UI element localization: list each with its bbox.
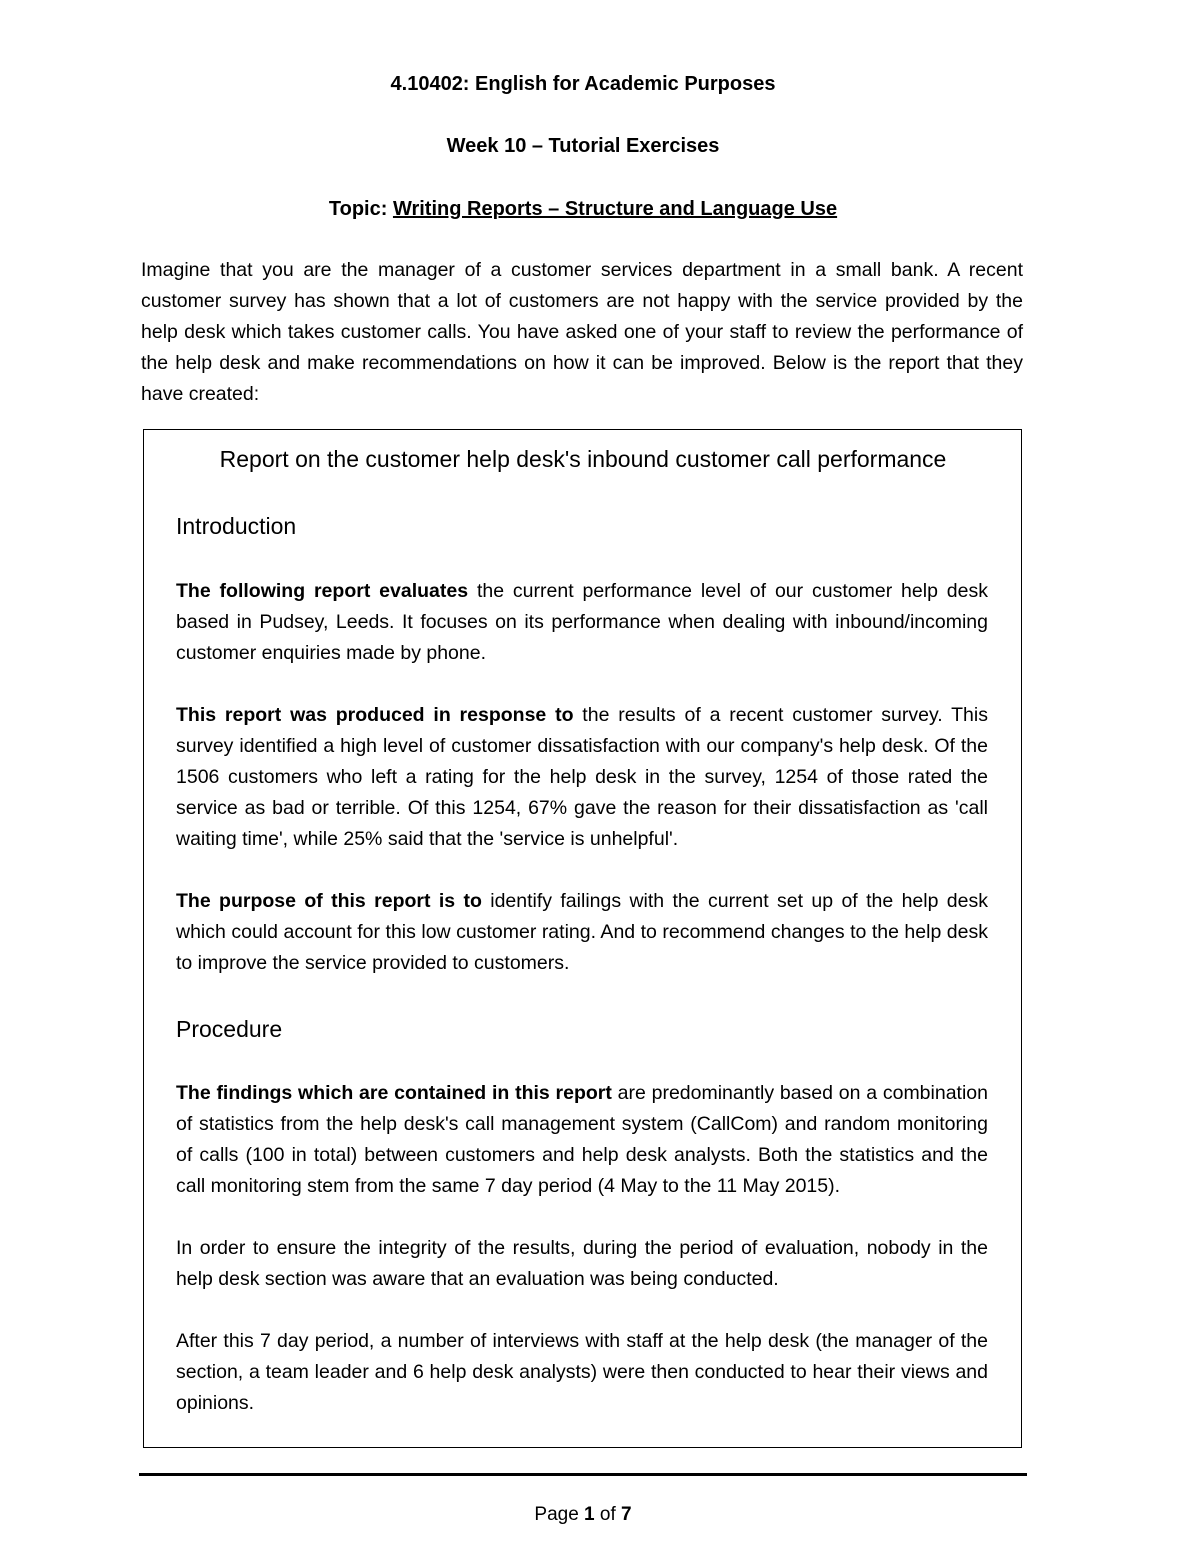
para3-text: identify failings with the current set up of the help desk which could account for this low customer rating. And to recommend changes to the help desk to improve the service provided to customers. [176,890,988,974]
course-title: 4.10402: English for Academic Purposes [390,73,776,95]
report-paragraph-1 [176,576,988,669]
para4-bold: The findings which are contained in this report [176,1082,612,1104]
page-label: Page [534,1504,585,1525]
report-paragraph-6: After this 7 day period, a number of interviews with staff at the help desk (the manager of the section, a team leader and 6 help desk analysts) were then conducted to hear their views and opinions. [176,1330,988,1414]
procedure-heading: Procedure [176,1016,283,1042]
para3-bold: The purpose of this report is to [176,890,482,912]
topic-line [0,196,1166,222]
intro-paragraph: Imagine that you are the manager of a customer services department in a small bank. A recent customer survey has shown that a lot of customers are not happy with the service provided by the help desk which takes customer calls. You have asked one of your staff to review the performance of the help desk and make recommendations on how it can be improved. Below is the report that they have created: [141,259,1023,405]
of-label: of [594,1504,622,1525]
para2-text: the results of a recent customer survey. This survey identified a high level of customer dissatisfaction with our company's help desk. Of the 1506 customers who left a rating for the help desk in the survey, 1254 of those rated the service as bad or terrible. Of this 1254, 67% gave the reason for their dissatisfaction as 'call waiting time', while 25% said that the 'service is unhelpful'. [176,704,988,850]
total-pages: 7 [621,1504,632,1525]
introduction-heading: Introduction [176,513,297,539]
report-paragraph-2 [176,700,988,855]
week-title: Week 10 – Tutorial Exercises [446,135,720,157]
para4-text: are predominantly based on a combination of statistics from the help desk's call management system (CallCom) and random monitoring of calls (100 in total) between customers and help desk analysts. Both the statistics and the call monitoring stem from the same 7 day period (4 May to the 11 May 2015). [176,1082,988,1197]
current-page: 1 [584,1504,595,1525]
para1-bold: The following report evaluates [176,580,469,602]
footer-divider [139,1473,1027,1476]
report-paragraph-3 [176,886,988,979]
topic-text: Writing Reports – Structure and Language Use [392,198,838,220]
para1-text: the current performance level of our customer help desk based in Pudsey, Leeds. It focuses on its performance when dealing with inbound/incoming customer enquiries made by phone. [176,580,988,664]
report-title: Report on the customer help desk's inbound customer call performance [219,446,947,472]
page-footer [0,1503,1166,1527]
para2-bold: This report was produced in response to [176,704,574,726]
report-paragraph-5: In order to ensure the integrity of the results, during the period of evaluation, nobody in the help desk section was aware that an evaluation was being conducted. [176,1237,988,1290]
topic-label: Topic: [328,198,393,220]
report-paragraph-4 [176,1078,988,1202]
